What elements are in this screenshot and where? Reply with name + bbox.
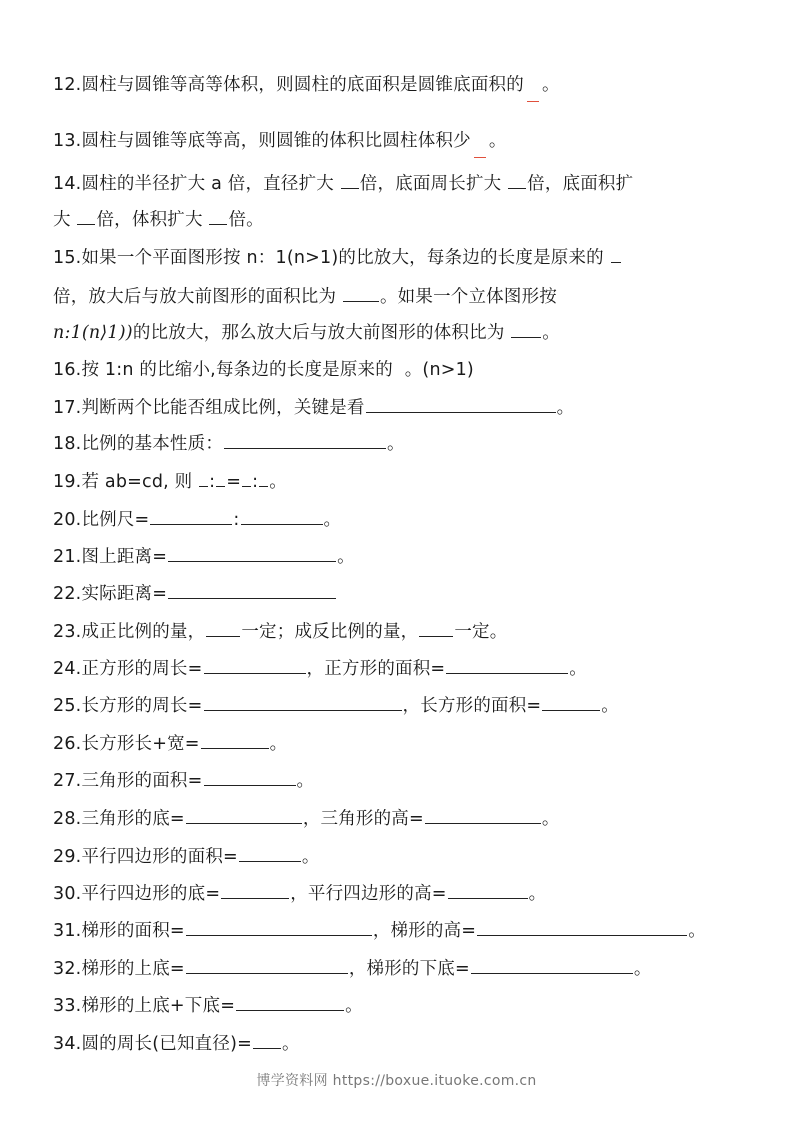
answer-blank[interactable] bbox=[511, 319, 541, 338]
question-17 bbox=[53, 394, 574, 420]
question-25 bbox=[53, 692, 619, 718]
question-text: 梯形的面积= bbox=[81, 921, 185, 941]
question-text: 圆的周长(已知直径)= bbox=[81, 1034, 252, 1054]
question-text: = bbox=[226, 472, 242, 492]
question-29 bbox=[53, 843, 320, 869]
question-number: 22. bbox=[53, 584, 82, 604]
answer-blank[interactable] bbox=[168, 543, 336, 562]
answer-blank[interactable] bbox=[542, 692, 600, 711]
question-18 bbox=[53, 430, 405, 456]
answer-blank[interactable] bbox=[224, 430, 386, 449]
question-14-line-2 bbox=[53, 206, 264, 232]
answer-blank[interactable] bbox=[525, 72, 541, 90]
answer-blank[interactable] bbox=[400, 357, 404, 375]
question-31 bbox=[53, 917, 706, 943]
question-16 bbox=[53, 357, 474, 382]
question-text: 。 bbox=[569, 659, 587, 679]
question-text: : bbox=[209, 472, 216, 492]
answer-blank[interactable] bbox=[242, 468, 251, 487]
question-text: 。 bbox=[345, 996, 363, 1016]
answer-blank[interactable] bbox=[343, 283, 379, 302]
answer-blank[interactable] bbox=[236, 992, 344, 1011]
question-number: 29. bbox=[53, 847, 82, 867]
question-text: 圆柱与圆锥等底等高，则圆锥的体积比圆柱体积少 bbox=[81, 131, 471, 151]
question-number: 31. bbox=[53, 921, 82, 941]
question-number: 15. bbox=[53, 248, 82, 268]
question-text: ，正方形的面积= bbox=[306, 659, 446, 679]
question-text: 。 bbox=[601, 696, 619, 716]
question-34 bbox=[53, 1030, 300, 1056]
question-text: 比例尺= bbox=[81, 510, 150, 530]
question-text: 倍，底面积扩 bbox=[527, 174, 634, 194]
answer-blank[interactable] bbox=[366, 394, 556, 413]
question-text: 梯形的上底= bbox=[81, 959, 185, 979]
question-text: ，长方形的面积= bbox=[402, 696, 542, 716]
question-number: 23. bbox=[53, 622, 82, 642]
answer-blank[interactable] bbox=[239, 843, 301, 862]
answer-blank[interactable] bbox=[425, 805, 541, 824]
question-text: 。 bbox=[542, 323, 560, 343]
question-text: 。 bbox=[541, 75, 560, 95]
question-text: 圆柱的半径扩大 a 倍，直径扩大 bbox=[81, 174, 340, 194]
question-text: 三角形的底= bbox=[81, 809, 185, 829]
question-number: 33. bbox=[53, 996, 82, 1016]
answer-blank[interactable] bbox=[253, 1030, 281, 1049]
question-text: ，梯形的高= bbox=[372, 921, 477, 941]
question-24 bbox=[53, 655, 587, 681]
question-text: ，平行四边形的高= bbox=[290, 884, 447, 904]
question-19 bbox=[53, 468, 287, 494]
answer-blank[interactable] bbox=[150, 506, 232, 525]
question-text: 比例的基本性质： bbox=[81, 434, 224, 454]
question-text: 。(n>1) bbox=[404, 360, 474, 380]
question-text: 长方形的周长= bbox=[81, 696, 203, 716]
question-32 bbox=[53, 955, 652, 981]
question-number: 28. bbox=[53, 809, 82, 829]
question-text: 倍。 bbox=[228, 210, 264, 230]
question-21 bbox=[53, 543, 355, 569]
question-text: 圆柱与圆锥等高等体积，则圆柱的底面积是圆锥底面积的 bbox=[81, 75, 524, 95]
question-number: 21. bbox=[53, 547, 82, 567]
question-text: 判断两个比能否组成比例，关键是看 bbox=[81, 398, 365, 418]
question-number: 30. bbox=[53, 884, 82, 904]
question-text: 倍，体积扩大 bbox=[96, 210, 209, 230]
question-12 bbox=[53, 72, 560, 97]
question-text: 一定。 bbox=[454, 622, 508, 642]
answer-blank[interactable] bbox=[216, 468, 225, 487]
math-expression: n:1(n⟩1)) bbox=[53, 323, 133, 343]
question-text: 成正比例的量， bbox=[81, 622, 206, 642]
question-number: 12. bbox=[53, 75, 82, 95]
question-text: : bbox=[252, 472, 259, 492]
question-30 bbox=[53, 880, 546, 906]
question-number: 16. bbox=[53, 360, 82, 380]
question-number: 20. bbox=[53, 510, 82, 530]
question-15-line-1 bbox=[53, 244, 622, 270]
question-number: 24. bbox=[53, 659, 82, 679]
answer-blank[interactable] bbox=[204, 655, 306, 674]
answer-blank[interactable] bbox=[209, 206, 227, 225]
question-text: 。 bbox=[387, 434, 405, 454]
question-text: 倍，放大后与放大前图形的面积比为 bbox=[53, 287, 342, 307]
question-23 bbox=[53, 618, 507, 644]
question-text: 实际距离= bbox=[81, 584, 168, 604]
answer-blank[interactable] bbox=[206, 618, 240, 637]
question-26 bbox=[53, 730, 287, 756]
question-20 bbox=[53, 506, 341, 532]
question-text: : bbox=[233, 510, 240, 530]
answer-blank[interactable] bbox=[199, 468, 208, 487]
question-28 bbox=[53, 805, 560, 831]
answer-blank[interactable] bbox=[241, 506, 323, 525]
question-text: 如果一个平面图形按 n：1(n>1)的比放大，每条边的长度是原来的 bbox=[81, 248, 610, 268]
question-text: 一定；成反比例的量， bbox=[241, 622, 419, 642]
answer-blank[interactable] bbox=[471, 955, 633, 974]
question-text: 。 bbox=[633, 959, 652, 979]
question-number: 18. bbox=[53, 434, 82, 454]
question-text: 三角形的面积= bbox=[81, 771, 203, 791]
answer-blank[interactable] bbox=[508, 170, 526, 189]
question-text: 。 bbox=[528, 884, 547, 904]
question-27 bbox=[53, 767, 314, 793]
answer-blank[interactable] bbox=[259, 468, 268, 487]
answer-blank[interactable] bbox=[204, 692, 402, 711]
question-text: 若 ab=cd, 则 bbox=[81, 472, 199, 492]
question-22 bbox=[53, 580, 337, 606]
question-text: 大 bbox=[53, 210, 77, 230]
answer-blank[interactable] bbox=[611, 244, 621, 263]
question-text: 长方形长+宽= bbox=[81, 734, 200, 754]
answer-blank[interactable] bbox=[168, 580, 336, 599]
question-number: 14. bbox=[53, 174, 82, 194]
answer-blank[interactable] bbox=[419, 618, 453, 637]
question-text: 。 bbox=[488, 131, 507, 151]
question-number: 26. bbox=[53, 734, 82, 754]
question-text: 图上距离= bbox=[81, 547, 168, 567]
answer-blank[interactable] bbox=[472, 128, 488, 146]
question-text: 。 bbox=[281, 1034, 300, 1054]
question-text: 。 bbox=[269, 734, 288, 754]
answer-blank[interactable] bbox=[186, 917, 372, 936]
question-text: ，梯形的下底= bbox=[348, 959, 470, 979]
question-text: 平行四边形的面积= bbox=[81, 847, 238, 867]
answer-blank[interactable] bbox=[204, 767, 296, 786]
question-text: 。 bbox=[556, 398, 575, 418]
question-number: 17. bbox=[53, 398, 82, 418]
question-33 bbox=[53, 992, 363, 1018]
question-number: 25. bbox=[53, 696, 82, 716]
question-text: 。 bbox=[541, 809, 560, 829]
footer-watermark: 博学资料网 https://boxue.ituoke.com.cn bbox=[256, 1073, 537, 1089]
question-text: 按 1:n 的比缩小,每条边的长度是原来的 bbox=[81, 360, 399, 380]
question-text: 梯形的上底+下底= bbox=[81, 996, 236, 1016]
question-text: 平行四边形的底= bbox=[81, 884, 221, 904]
question-number: 13. bbox=[53, 131, 82, 151]
question-text: 。 bbox=[269, 472, 287, 492]
question-text: 。 bbox=[688, 921, 706, 941]
question-number: 19. bbox=[53, 472, 82, 492]
question-text: 。 bbox=[323, 510, 342, 530]
question-number: 27. bbox=[53, 771, 82, 791]
question-15-line-2 bbox=[53, 283, 557, 309]
answer-blank[interactable] bbox=[186, 805, 302, 824]
question-text: ，三角形的高= bbox=[302, 809, 424, 829]
answer-blank[interactable] bbox=[186, 955, 348, 974]
question-14-line-1 bbox=[53, 170, 633, 196]
question-15-line-3 bbox=[53, 319, 560, 345]
answer-blank[interactable] bbox=[221, 880, 289, 899]
question-text: 倍，底面周长扩大 bbox=[359, 174, 508, 194]
question-text: 。 bbox=[337, 547, 355, 567]
answer-blank[interactable] bbox=[341, 170, 359, 189]
answer-blank[interactable] bbox=[448, 880, 528, 899]
question-text: 的比放大，那么放大后与放大前图形的体积比为 bbox=[132, 323, 511, 343]
question-text: 正方形的周长= bbox=[81, 659, 203, 679]
question-number: 34. bbox=[53, 1034, 82, 1054]
question-text: 。 bbox=[301, 847, 320, 867]
question-number: 32. bbox=[53, 959, 82, 979]
question-text: 。如果一个立体图形按 bbox=[379, 287, 557, 307]
answer-blank[interactable] bbox=[77, 206, 95, 225]
question-text: 。 bbox=[296, 771, 315, 791]
answer-blank[interactable] bbox=[477, 917, 687, 936]
question-13 bbox=[53, 128, 507, 153]
answer-blank[interactable] bbox=[201, 730, 269, 749]
answer-blank[interactable] bbox=[446, 655, 568, 674]
